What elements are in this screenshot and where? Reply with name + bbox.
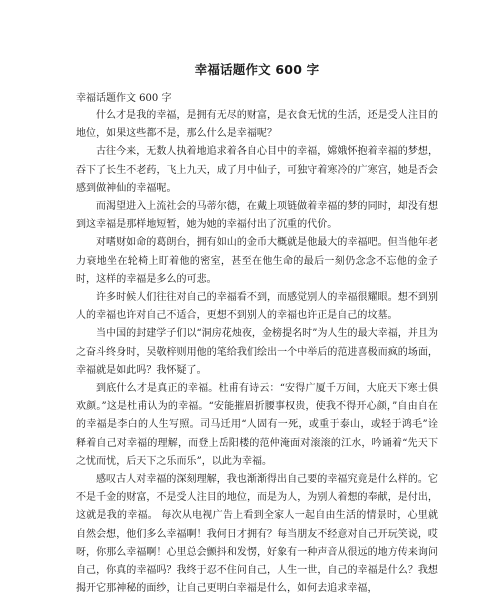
document-title: 幸福话题作文 600 字 (194, 62, 320, 77)
paragraph-6: 当中国的封建学子们以“洞房花烛夜，金榜提名时”为人生的最大幸福，并且为之奋斗终身时，吴敬梓则用他的笔给我们绘出一个中举后的范进喜极而疯的场面，幸福就是如此吗？我怀疑了。 (76, 328, 438, 376)
paragraph-8: 感叹古人对幸福的深刻理解，我也渐渐得出自己要的幸福究竟是什么样的。它不是千金的财富，不是受人注目的地位，而是为人，为别人着想的奉献，是付出，这就是我的幸福。 每次从电视广告上看到全家人一起自由生活的情景时，心里就自然会想，他们多么幸福啊！我何日才拥有？每当朋友不经意对自己开玩笑说，哎呀，你那么幸福啊！心里总会颤抖和发愣，好象有一种声音从很远的地方传来询问自己，你真的幸福吗？我终于忍不住问自己，人生一世，自己的幸福是什么？我想揭开它那神秘的面纱，让自己更明白幸福是什么，如何去追求幸福， (76, 474, 438, 595)
paragraph-2: 古往今来，无数人执着地追求着各自心目中的幸福，嫦娥怀抱着幸福的梦想，吞下了长生不老药，飞上九天，成了月中仙子，可独守着寒冷的广寒宫，她是否会感到做神仙的幸福呢。 (76, 146, 438, 194)
paragraph-4: 对嗜财如命的葛朗台，拥有如山的金币大概就是他最大的幸福吧。但当他年老力衰地坐在轮椅上盯着他的密室，甚至在他生命的最后一刻仍念念不忘他的金子时，这样的幸福是多么的可悲。 (76, 237, 438, 285)
paragraph-7: 到底什么才是真正的幸福。杜甫有诗云：“安得广厦千万间，大庇天下寒士俱欢颜。”这是杜甫认为的幸福。“安能摧眉折腰事权贵，使我不得开心颜，”自由自在的幸福是李白的人生写照。司马迁用“人固有一死，或重于泰山，或轻于鸿毛”诠释着自己对幸福的理解，而登上岳阳楼的范仲淹面对滚滚的江水，吟诵着“先天下之忧而忧，后天下之乐而乐”，以此为幸福。 (76, 383, 438, 467)
paragraph-5: 许多时候人们往往对自己的幸福看不到，而感觉别人的幸福很耀眼。想不到别人的幸福也许对自己不适合，更想不到别人的幸福也许正是自己的坟墓。 (76, 292, 438, 322)
paragraph-1: 什么才是我的幸福，是拥有无尽的财富，是衣食无忧的生活，还是受人注目的地位，如果这些都不是，那么什么是幸福呢？ (76, 110, 438, 140)
paragraph-3: 而渴望进入上流社会的马蒂尔德，在戴上项链做着幸福的梦的同时，却没有想到这幸福是那样地短暂，她为她的幸福付出了沉重的代价。 (76, 201, 438, 231)
document-subtitle: 幸福话题作文 600 字 (76, 93, 172, 104)
